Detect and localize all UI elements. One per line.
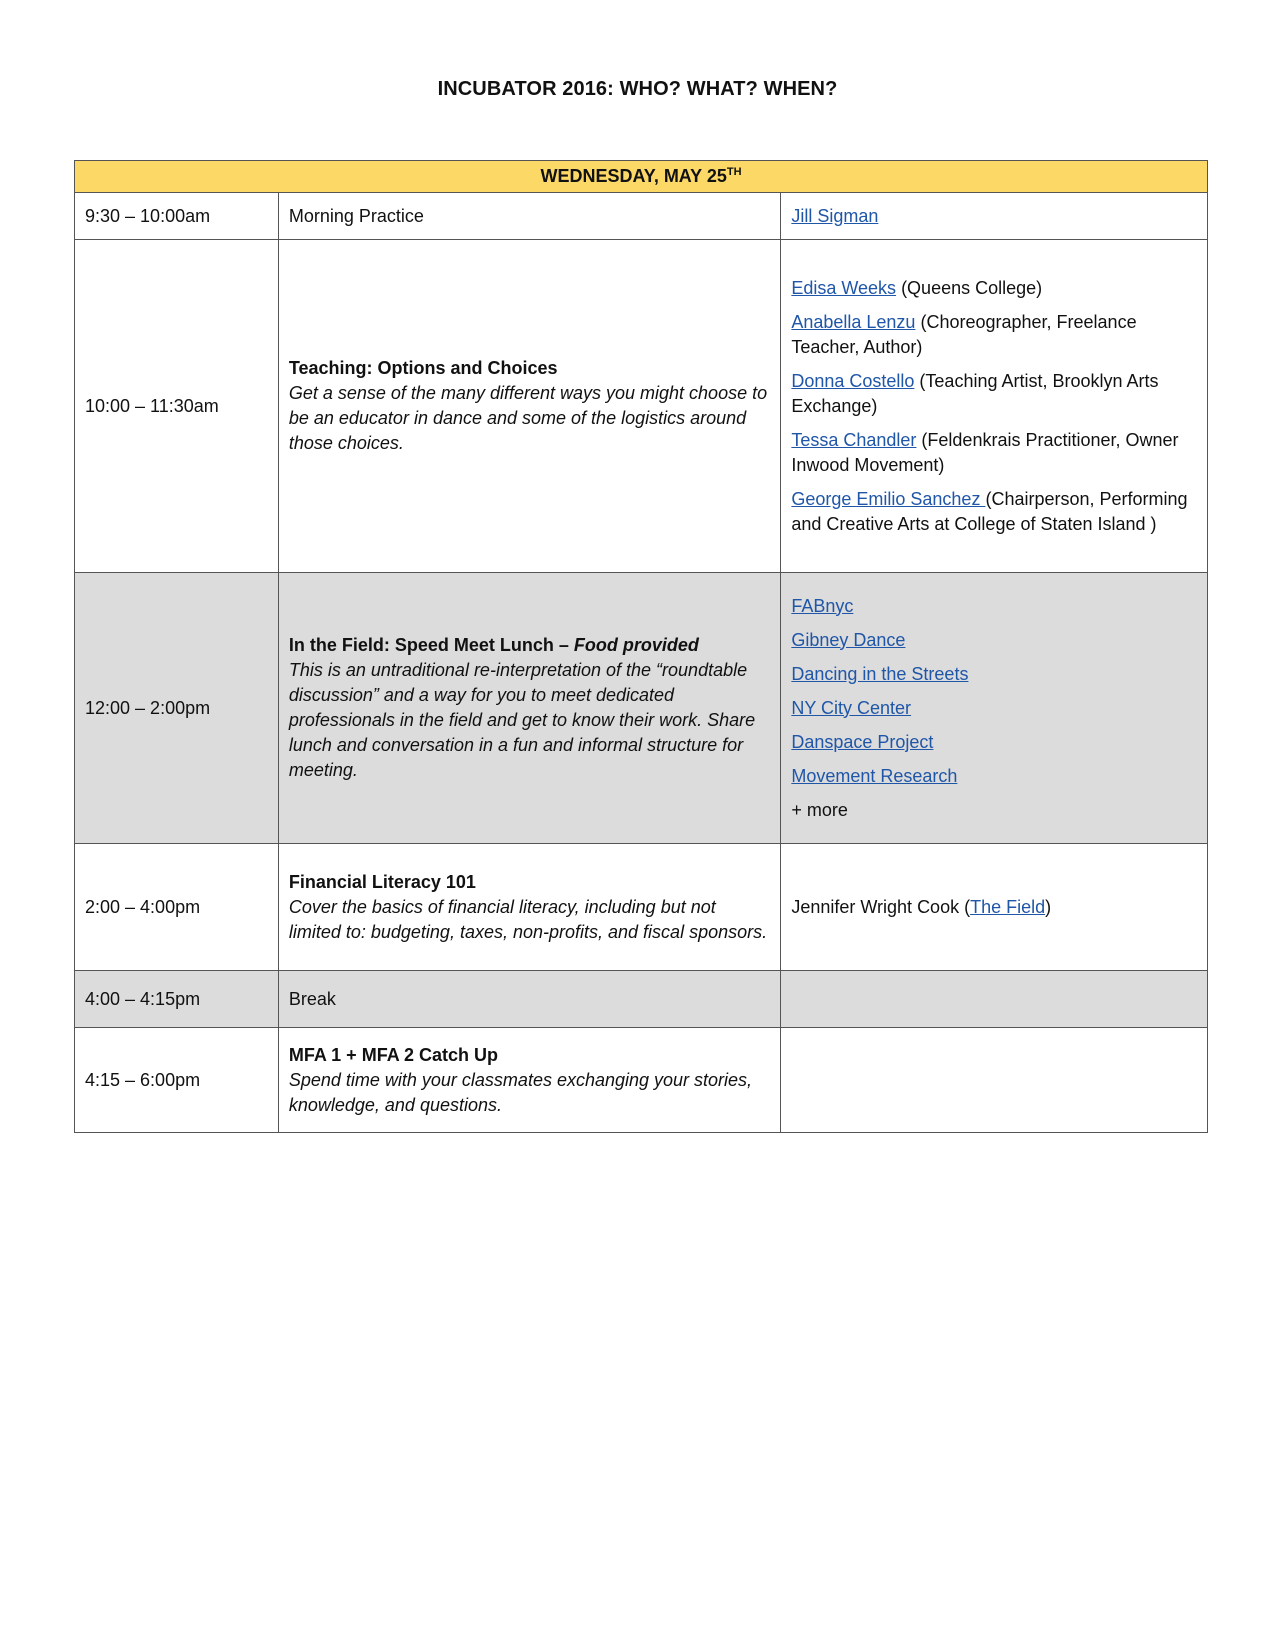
time-cell: 2:00 – 4:00pm	[75, 844, 279, 971]
person-entry	[791, 369, 1197, 419]
person-name: Jennifer Wright Cook (	[791, 896, 971, 917]
person-entry	[791, 428, 1197, 478]
org-link[interactable]: NY City Center	[791, 697, 912, 718]
session-title: MFA 1 + MFA 2 Catch Up	[288, 1044, 499, 1065]
session-description: This is an untraditional re-interpretation of the “roundtable discussion” and a way for you to meet dedicated professionals in the field and get to know their work. Share lunch and conversation in a fun and informal structure for meeting.	[288, 660, 756, 780]
people-cell	[781, 573, 1208, 844]
time-cell: 4:00 – 4:15pm	[75, 971, 279, 1028]
person-link[interactable]: Edisa Weeks	[791, 277, 897, 298]
session-heading	[289, 633, 771, 658]
people-cell	[781, 844, 1208, 971]
person-affiliation: (Feldenkrais Practitioner, Owner Inwood Movement)	[791, 429, 1179, 475]
table-row	[75, 1028, 1208, 1133]
org-entry	[791, 628, 1197, 653]
person-entry	[791, 487, 1197, 537]
schedule-table	[74, 160, 1208, 1133]
time-cell: 4:15 – 6:00pm	[75, 1028, 279, 1133]
session-title: In the Field: Speed Meet Lunch –	[288, 635, 574, 655]
table-row	[75, 240, 1208, 573]
person-link[interactable]: Anabella Lenzu	[791, 311, 916, 332]
day-header	[75, 161, 1208, 193]
session-cell: Morning Practice	[278, 193, 781, 240]
org-entry	[791, 662, 1197, 687]
person-entry	[791, 310, 1197, 360]
org-link[interactable]: Dancing in the Streets	[791, 663, 969, 684]
org-link[interactable]: Movement Research	[791, 765, 958, 786]
session-cell	[278, 573, 781, 844]
people-cell	[781, 1028, 1208, 1133]
people-cell	[781, 971, 1208, 1028]
page-title: INCUBATOR 2016: WHO? WHAT? WHEN?	[437, 78, 838, 100]
session-description: Get a sense of the many different ways you might choose to be an educator in dance and some of the logistics around those choices.	[288, 383, 768, 453]
org-entry	[791, 764, 1197, 789]
org-link[interactable]: Gibney Dance	[791, 629, 906, 650]
table-row	[75, 844, 1208, 971]
session-description: Cover the basics of financial literacy, including but not limited to: budgeting, taxes, non-profits, and fiscal sponsors.	[288, 896, 768, 942]
time-cell: 9:30 – 10:00am	[75, 193, 279, 240]
day-label: WEDNESDAY, MAY 25	[540, 166, 727, 186]
session-cell	[278, 844, 781, 971]
org-entry	[791, 696, 1197, 721]
org-link[interactable]: FABnyc	[791, 595, 854, 616]
table-row	[75, 193, 1208, 240]
day-suffix: TH	[726, 166, 742, 178]
org-link[interactable]: Danspace Project	[791, 731, 934, 752]
people-cell	[781, 193, 1208, 240]
session-title: Teaching: Options and Choices	[288, 358, 558, 378]
person-affiliation: (Queens College)	[896, 277, 1043, 298]
person-link[interactable]: Tessa Chandler	[791, 429, 917, 450]
person-link[interactable]: Donna Costello	[791, 370, 915, 391]
people-cell	[781, 240, 1208, 573]
time-cell: 12:00 – 2:00pm	[75, 573, 279, 844]
person-affiliation: (Choreographer, Freelance Teacher, Author)	[791, 311, 1137, 357]
session-cell	[278, 240, 781, 573]
person-link[interactable]: Jill Sigman	[791, 205, 879, 226]
org-entry	[791, 730, 1197, 755]
closing-paren: )	[1045, 896, 1052, 917]
person-link[interactable]: George Emilio Sanchez	[791, 488, 986, 509]
person-affiliation: (Teaching Artist, Brooklyn Arts Exchange)	[791, 370, 1159, 416]
session-note: Food provided	[573, 635, 699, 655]
more-text: + more	[791, 799, 848, 820]
day-header-row	[75, 161, 1208, 193]
table-row	[75, 573, 1208, 844]
session-description: Spend time with your classmates exchanging your stories, knowledge, and questions.	[288, 1069, 753, 1115]
time-cell: 10:00 – 11:30am	[75, 240, 279, 573]
table-row	[75, 971, 1208, 1028]
session-title: Financial Literacy 101	[288, 871, 476, 892]
org-entry	[791, 594, 1197, 619]
session-cell	[278, 1028, 781, 1133]
org-link[interactable]: The Field	[970, 896, 1046, 917]
person-affiliation: (Chairperson, Performing and Creative Arts at College of Staten Island )	[791, 488, 1188, 534]
person-entry	[791, 276, 1197, 301]
session-cell: Break	[278, 971, 781, 1028]
